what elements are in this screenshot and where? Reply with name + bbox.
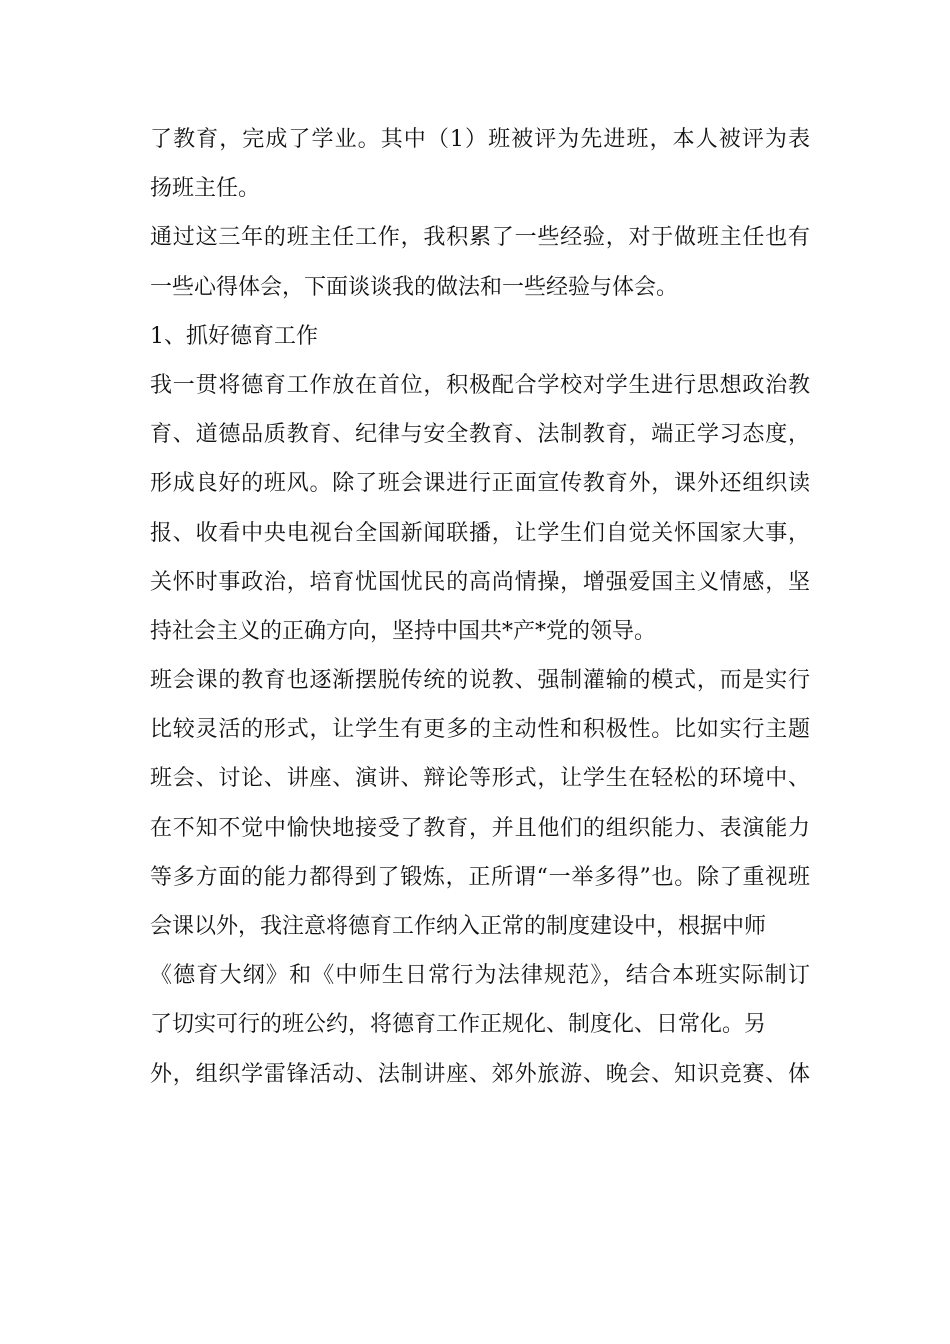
text-line: 关怀时事政治，培育忧国忧民的高尚情操，增强爱国主义情感，坚	[150, 569, 810, 595]
text-line: 了教育，完成了学业。其中（1）班被评为先进班，本人被评为表	[150, 127, 810, 152]
document-body	[150, 115, 810, 1099]
text-line: 外，组织学雷锋活动、法制讲座、郊外旅游、晚会、知识竞赛、体	[150, 1061, 810, 1087]
text-line: 一些心得体会，下面谈谈我的做法和一些经验与体会。	[150, 274, 679, 300]
text-line: 报、收看中央电视台全国新闻联播，让学生们自觉关怀国家大事，	[150, 520, 810, 546]
section-heading: 1、抓好德育工作	[150, 323, 318, 349]
text-line: 我一贯将德育工作放在首位，积极配合学校对学生进行思想政治教	[150, 372, 810, 398]
text-line: 比较灵活的形式，让学生有更多的主动性和积极性。比如实行主题	[150, 717, 810, 743]
text-line: 育、道德品质教育、纪律与安全教育、法制教育，端正学习态度，	[150, 422, 810, 448]
text-line: 扬班主任。	[150, 176, 261, 202]
text-line: 在不知不觉中愉快地接受了教育，并且他们的组织能力、表演能力	[150, 815, 810, 841]
text-line: 通过这三年的班主任工作，我积累了一些经验，对于做班主任也有	[150, 225, 810, 251]
text-line: 会课以外，我注意将德育工作纳入正常的制度建设中，根据中师	[150, 914, 767, 939]
text-line: 等多方面的能力都得到了锻炼，正所谓“一举多得”也。除了重视班	[150, 864, 810, 890]
text-line: 班会课的教育也逐渐摆脱传统的说教、强制灌输的模式，而是实行	[150, 668, 810, 694]
text-line: 持社会主义的正确方向，坚持中国共*产*党的领导。	[150, 618, 657, 644]
text-line: 《德育大纲》和《中师生日常行为法律规范》，结合本班实际制订	[150, 963, 810, 989]
text-line: 了切实可行的班公约，将德育工作正规化、制度化、日常化。另	[150, 1012, 767, 1038]
text-line: 形成良好的班风。除了班会课进行正面宣传教育外，课外还组织读	[150, 471, 810, 497]
text-line: 班会、讨论、讲座、演讲、辩论等形式，让学生在轻松的环境中、	[150, 766, 810, 792]
